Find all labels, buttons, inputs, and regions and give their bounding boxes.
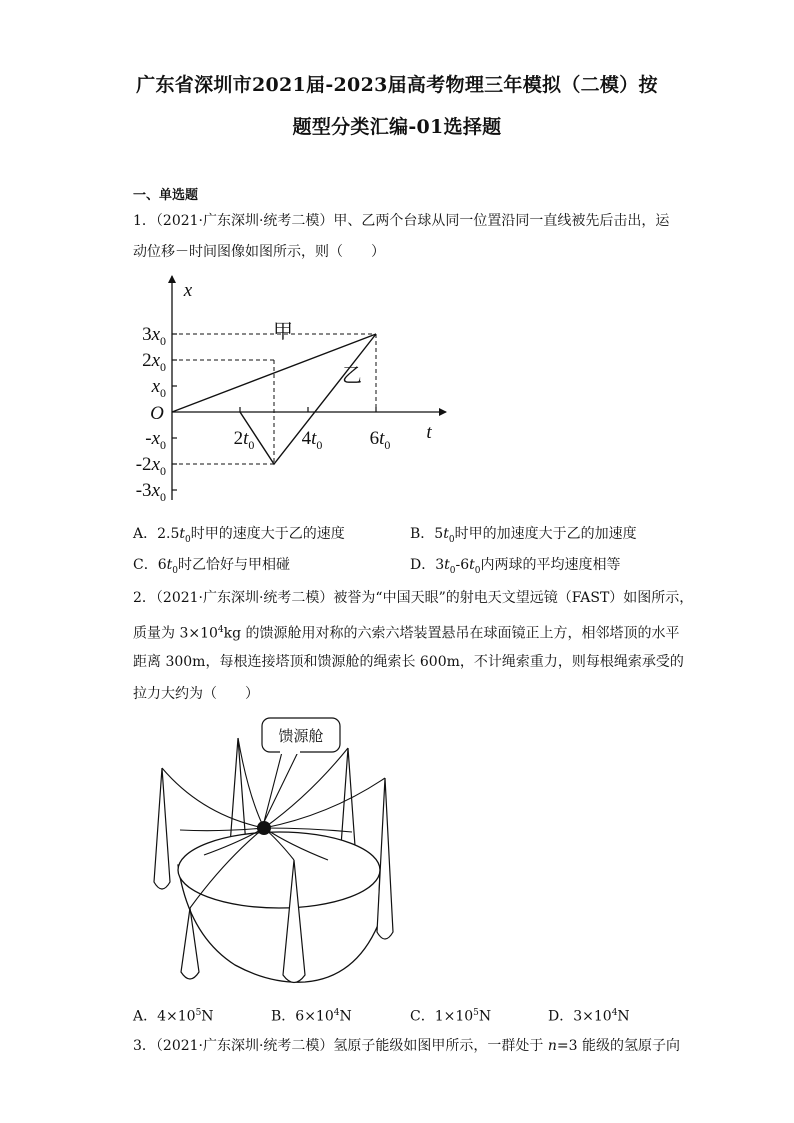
y-tick-label: $x_0$ (151, 376, 166, 400)
t-tick-label: $4t_0$ (301, 428, 323, 452)
tower-far-right (377, 778, 393, 939)
q2-option-c-post: N (478, 1008, 492, 1025)
q2-option-b-post: N (339, 1008, 352, 1025)
q1-stem-line-1: 1．（2021·广东深圳·统考二模）甲、乙两个台球从同一位置沿同一直线被先后击出，运 (133, 213, 670, 229)
q2-stem-line-2 (133, 620, 680, 644)
series-line-yi (240, 334, 376, 464)
q1-option-a-t: t (179, 526, 186, 542)
q2-option-d-pre: D．3×10 (548, 1008, 612, 1025)
q1-option-d-sub1: 0 (449, 565, 456, 576)
y-tick-label: $3x_0$ (142, 324, 166, 348)
q1-stem-line-2: 动位移－时间图像如图所示，则（ ） (133, 244, 385, 260)
q2-option-d[interactable] (548, 1003, 630, 1027)
series-line-jia (172, 334, 376, 412)
q2-option-c-sup: 5 (473, 1008, 479, 1018)
q1-option-b-sub: 0 (448, 534, 455, 545)
q2-stem-line-2-post: kg 的馈源舱用对称的六索六塔装置悬吊在球面镜正上方，相邻塔顶的水平 (223, 625, 680, 642)
q1-option-a-text: 时甲的速度大于乙的速度 (190, 526, 345, 542)
t-axis-label: t (426, 422, 432, 443)
q1-option-d-prefix: D．3 (410, 557, 445, 573)
q2-stem-line-2-sup: 4 (217, 625, 224, 635)
q2-option-a-pre: A．4×10 (133, 1008, 196, 1025)
q2-option-b-pre: B．6×10 (271, 1008, 334, 1025)
q1-option-d-sub2: 0 (474, 565, 481, 576)
x-axis-label: x (183, 280, 193, 301)
callout-label: 馈源舱 (278, 729, 324, 745)
y-tick-label: $2x_0$ (142, 350, 166, 374)
tower-far-left (154, 768, 170, 889)
q2-stem-line-1: 2．（2021·广东深圳·统考二模）被誉为“中国天眼”的射电天文望远镜（FAST）如图所示， (133, 590, 694, 606)
q3-stem-line-1 (133, 1036, 680, 1056)
paper-title-line-2: 题型分类汇编-01选择题 (292, 116, 502, 138)
q1-option-d-text: 内两球的平均速度相等 (480, 557, 621, 573)
q3-stem-n: n (547, 1038, 557, 1054)
q2-option-a-sup: 5 (195, 1008, 202, 1018)
q1-option-d-mid: -6 (455, 557, 470, 573)
q2-stem-line-2-pre: 质量为 3×10 (133, 625, 218, 642)
q1-option-a-prefix: A．2.5 (133, 526, 180, 542)
q1-option-d[interactable] (410, 555, 621, 581)
origin-label: O (150, 403, 164, 424)
callout-pointer (264, 752, 298, 822)
q1-option-b-t: t (443, 526, 449, 542)
q1-option-b-prefix: B．5 (410, 526, 444, 542)
q1-option-d-t2: t (469, 557, 475, 573)
q1-option-b[interactable] (410, 524, 637, 550)
q3-stem-pre: 3．（2021·广东深圳·统考二模）氢原子能级如图甲所示，一群处于 (133, 1038, 548, 1054)
q2-option-d-post: N (617, 1008, 630, 1025)
q2-option-c-pre: C．1×10 (410, 1008, 474, 1025)
q1-option-c-sub: 0 (172, 565, 178, 576)
series-label-yi: 乙 (342, 365, 362, 387)
q1-option-b-text: 时甲的加速度大于乙的加速度 (454, 526, 637, 542)
q1-option-a-sub: 0 (185, 534, 191, 545)
q2-option-b[interactable] (271, 1003, 352, 1027)
q2-option-c[interactable] (410, 1003, 491, 1027)
t-tick-label: $2t_0$ (233, 428, 255, 452)
y-tick-label: $-x_0$ (145, 428, 166, 452)
section-heading: 一、单选题 (133, 188, 199, 203)
y-tick-label: $-3x_0$ (135, 480, 166, 504)
series-label-jia: 甲 (273, 321, 293, 343)
feed-cabin (257, 821, 271, 835)
q2-option-a-post: N (201, 1008, 214, 1025)
q2-option-b-sup: 4 (333, 1008, 340, 1018)
q1-option-c-prefix: C．6 (133, 557, 167, 573)
q2-stem-line-4: 拉力大约为（ ） (133, 686, 259, 702)
q1-option-a[interactable] (133, 524, 345, 550)
q1-option-c-text: 时乙恰好与甲相碰 (178, 557, 290, 573)
q1-option-d-t1: t (444, 557, 450, 573)
q2-fast-telescope-figure (140, 710, 400, 1000)
q1-option-c[interactable] (133, 555, 290, 581)
y-tick-label: $-2x_0$ (135, 454, 166, 478)
t-tick-label: $6t_0$ (369, 428, 391, 452)
q2-option-a[interactable] (133, 1003, 214, 1027)
q3-stem-post: =3 能级的氢原子向 (556, 1038, 681, 1054)
q2-option-d-sup: 4 (611, 1008, 618, 1018)
paper-title-line-1: 广东省深圳市2021届-2023届高考物理三年模拟（二模）按 (136, 74, 658, 96)
dish-rim (178, 832, 380, 908)
q1-option-c-t: t (166, 557, 173, 573)
q2-stem-line-3: 距离 300m，每根连接塔顶和馈源舱的绳索长 600m，不计绳索重力，则每根绳索承受的 (133, 654, 684, 670)
